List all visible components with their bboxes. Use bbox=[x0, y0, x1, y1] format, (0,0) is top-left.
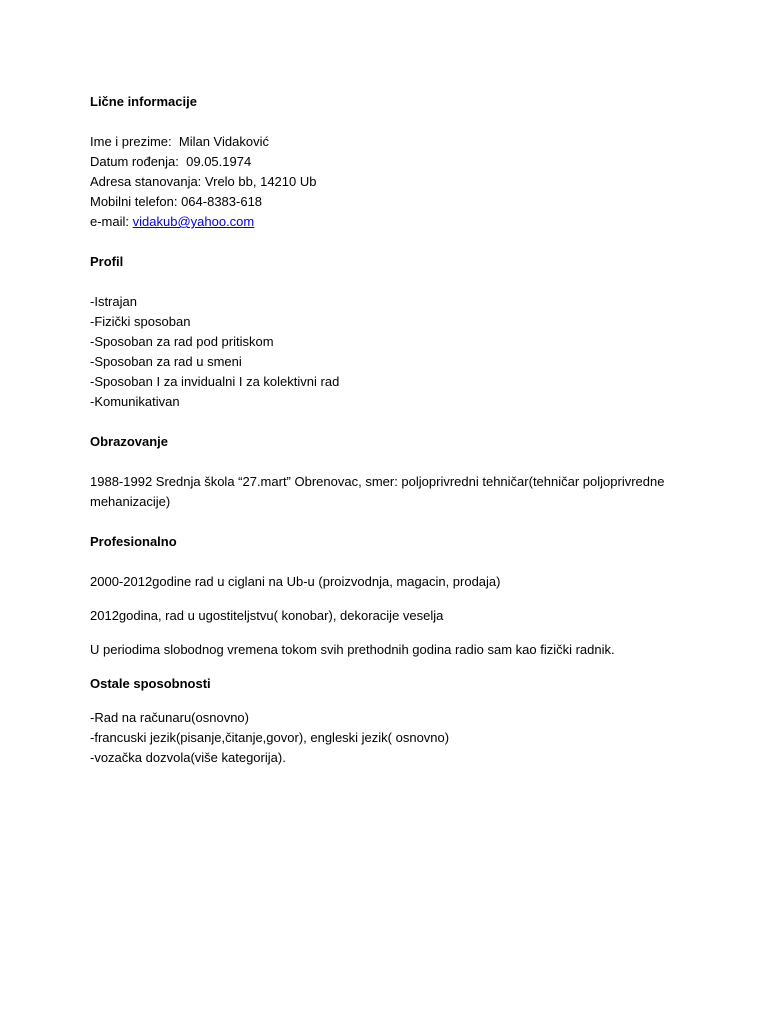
dob-label: Datum rođenja: bbox=[90, 154, 179, 169]
skill-item: -vozačka dozvola(više kategorija). bbox=[90, 750, 286, 765]
other-skills-list bbox=[90, 708, 690, 768]
other-skills-heading: Ostale sposobnosti bbox=[90, 676, 211, 691]
profile-list bbox=[90, 292, 690, 412]
dob-value: 09.05.1974 bbox=[186, 154, 252, 169]
profile-heading: Profil bbox=[90, 254, 124, 269]
dob-line bbox=[90, 152, 690, 172]
skill-item: -francuski jezik(pisanje,čitanje,govor), engleski jezik( osnovno) bbox=[90, 730, 450, 745]
personal-info-heading: Lične informacije bbox=[90, 94, 197, 109]
email-label: e-mail: bbox=[90, 214, 130, 229]
name-label: Ime i prezime: bbox=[90, 134, 172, 149]
profile-item: -Istrajan bbox=[90, 294, 137, 309]
phone-line bbox=[90, 192, 690, 212]
professional-item: 2000-2012godine rad u ciglani na Ub-u (proizvodnja, magacin, prodaja) bbox=[90, 574, 501, 589]
skill-item: -Rad na računaru(osnovno) bbox=[90, 710, 249, 725]
education-text: 1988-1992 Srednja škola “27.mart” Obrenovac, smer: poljoprivredni tehničar(tehničar poljoprivredne mehanizacije) bbox=[90, 474, 665, 509]
personal-info-block bbox=[90, 132, 690, 232]
address-line bbox=[90, 172, 690, 192]
name-line bbox=[90, 132, 690, 152]
phone-label: Mobilni telefon: bbox=[90, 194, 178, 209]
professional-heading: Profesionalno bbox=[90, 534, 177, 549]
address-label: Adresa stanovanja: bbox=[90, 174, 202, 189]
professional-list bbox=[90, 572, 690, 660]
profile-item: -Sposoban I za invidualni I za kolektivni rad bbox=[90, 374, 340, 389]
name-value: Milan Vidaković bbox=[178, 134, 269, 149]
profile-item: -Sposoban za rad u smeni bbox=[90, 354, 242, 369]
email-line bbox=[90, 212, 690, 232]
resume-content bbox=[90, 92, 690, 768]
address-value: Vrelo bb, 14210 Ub bbox=[204, 174, 317, 189]
phone-value: 064-8383-618 bbox=[181, 194, 263, 209]
profile-item: -Sposoban za rad pod pritiskom bbox=[90, 334, 274, 349]
education-heading: Obrazovanje bbox=[90, 434, 169, 449]
professional-item: 2012godina, rad u ugostiteljstvu( konobar), dekoracije veselja bbox=[90, 608, 444, 623]
professional-item: U periodima slobodnog vremena tokom svih prethodnih godina radio sam kao fizički radnik. bbox=[90, 642, 615, 657]
profile-item: -Komunikativan bbox=[90, 394, 180, 409]
email-link[interactable]: vidakub@yahoo.com bbox=[132, 214, 255, 229]
profile-item: -Fizički sposoban bbox=[90, 314, 191, 329]
